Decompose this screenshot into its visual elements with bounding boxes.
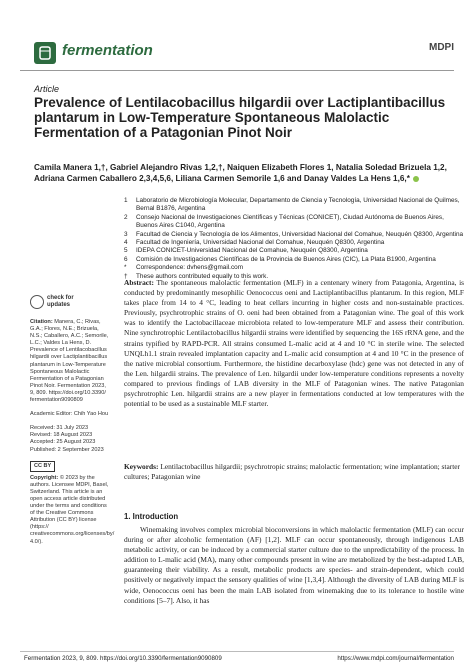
affiliation-number: 5 <box>124 247 128 255</box>
cc-license-icon[interactable]: CC BY <box>30 461 55 472</box>
orcid-icon[interactable] <box>413 176 419 182</box>
keywords-label: Keywords: <box>124 462 159 471</box>
affiliation-number: † <box>124 272 128 280</box>
updates-icon <box>30 295 44 309</box>
affiliation-text: Laboratorio de Microbiología Molecular, Departamento de Ciencia y Tecnología, Universidad Nacional de Quilmes, Bernal B1876, Argentina <box>136 197 460 213</box>
section-heading: 1. Introduction <box>124 512 179 521</box>
header-divider <box>20 70 454 71</box>
abstract <box>124 278 464 409</box>
academic-editor: Academic Editor: Chih Yao Hou <box>30 411 109 418</box>
affiliation-number: 6 <box>124 255 128 263</box>
copyright-label: Copyright: <box>30 474 59 481</box>
keywords <box>124 462 464 482</box>
mdpi-logo[interactable]: MDPI <box>429 42 454 53</box>
affiliation-text: Comisión de Investigaciones Científicas de la Provincia de Buenos Aires (CIC), La Plata B1900, Argentina <box>136 255 436 263</box>
article-title: Prevalence of Lentilacobacillus hilgardii over Lactiplantibacillus plantarum in Low-Temperature Spontaneous Malolactic Fermentation of a Patagonian Pinot Noir <box>34 95 446 140</box>
article-type: Article <box>34 84 60 94</box>
accepted-date: Accepted: 25 August 2023 <box>30 439 96 446</box>
affiliation-item <box>124 247 464 255</box>
copyright-text: © 2023 by the authors. Licensee MDPI, Basel, Switzerland. This article is an open access article distributed under the terms and conditions of the Creative Commons Attribution (CC BY) license (https:// creativecommons.org/licenses/by/ 4.0/). <box>30 474 115 545</box>
keywords-text: Lentilactobacillus hilgardii; psychrotropic strains; malolactic fermentation; wine implantation; starter cultures; Patagonian wine <box>124 462 461 482</box>
affiliation-item <box>124 256 464 264</box>
abstract-label: Abstract: <box>124 278 154 287</box>
affiliation-number: 1 <box>124 197 128 204</box>
affiliation-item <box>124 239 464 247</box>
abstract-text: The spontaneous malolactic fermentation (MLF) in a centenary winery from Patagonia, Argentina, is conducted by predominantly mesophilic Oenococcus oeni and Lactiplantibacillus plantarum. In this region, MLF takes place from 14 to 4 °C, leading to heat cellars incurring in higher costs and non-sustainable practices. Previously, psychrotrophic strains of O. oeni had been obtained from a Patagonian wine. The goal of this work was to identify the Lactobacillaceae microbiota related to low-temperature MLF and assess their contribution. Nine synchrotrophic Lentilactobacillus hilgardii strains were identified by sequencing the 16S rRNA gene, and the strains typified by RAPD-PCR. All strains consumed L-malic acid at 4 and 10 °C in sterile wine. The selected UNQLh1.1 strain revealed implantation capacity and L-malic acid consumption at 4 and 10 °C in the presence of the native microbial consortium. Furthermore, the histidine decarboxylase (hdc) gene was not detected in any of the Len. hilgardii strains. The prevalence of Len. hilgardii under low-temperature conditions represents a novelty compared to previous findings of LAB diversity in the MLF of Patagonian wines. The native Patagonian psychrotrophic Len. hilgardii strains are a new player in fermentations conducted at low temperatures with the potential to be used as a sustainable MLF starter. <box>124 278 465 409</box>
revised-date: Revised: 18 August 2023 <box>30 432 93 439</box>
author-list <box>34 162 454 184</box>
journal-name[interactable]: fermentation <box>62 42 153 59</box>
affiliation-number: 4 <box>124 239 128 247</box>
authors-text: Camila Manera 1,†, Gabriel Alejandro Rivas 1,2,†, Naiquen Elizabeth Flores 1, Natalia Soledad Brizuela 1,2, Adriana Carmen Caballero 2,3,4,5,6, Liliana Carmen Semorile 1,6 and Danay Valdes La Hens 1,6,* <box>34 163 447 183</box>
affiliation-item <box>124 264 464 272</box>
check-for-updates-button[interactable] <box>30 295 112 309</box>
affiliation-item <box>124 214 464 231</box>
affiliation-text: Facultad de Ciencia y Tecnología de los Alimentos, Universidad Nacional del Comahue, Neuquén Q8300, Argentina <box>136 230 464 238</box>
updates-line2: updates <box>47 302 71 308</box>
affiliation-text: Consejo Nacional de Investigaciones Científicas y Técnicas (CONICET), Ciudad Autónoma de Buenos Aires, Buenos Aires C1040, Argentina <box>136 213 444 230</box>
footer-journal-link[interactable]: https://www.mdpi.com/journal/fermentation <box>337 655 454 662</box>
received-date: Received: 31 July 2023 <box>30 425 89 432</box>
journal-logo <box>34 42 56 64</box>
affiliation-text: Facultad de Ingeniería, Universidad Nacional del Comahue, Neuquén Q8300, Argentina <box>136 239 385 247</box>
published-date: Published: 2 September 2023 <box>30 446 104 453</box>
copyright-block <box>30 474 115 546</box>
affiliation-number: 2 <box>124 213 128 221</box>
intro-paragraph: Winemaking involves complex microbial bioconversions in which malolactic fermentation (MLF) can occur during or after alcoholic fermentation (AF) [1,2]. MLF can occur spontaneously, through indigenous LAB metabolic activity, or can be induced by a commercial starter culture due to the unpredictability of the process. In addition to L-malic acid (MA), many other compounds present in wine are metabolized by the best-adapted LAB, guaranteeing their viability. As a result, metabolic products are species- and strain-dependent, which could positively or negatively impact the sensory qualities of wine [1,3,4]. Although the diversity of LAB during MLF is wide, Oenococcus oeni has been the main LAB isolated from winemaking due to its tolerance to hostile wine conditions [5–7]. Also, it has <box>124 525 464 605</box>
footer-divider <box>20 651 454 652</box>
dates-block <box>30 425 112 453</box>
affiliation-number: 3 <box>124 230 128 238</box>
citation-label: Citation: <box>30 319 53 325</box>
affiliation-item <box>124 231 464 239</box>
affiliations <box>124 197 464 281</box>
affiliation-text: Correspondence: dvhens@gmail.com <box>136 264 244 272</box>
affiliation-item <box>124 197 464 214</box>
affiliation-text: IDEPA CONICET-Universidad Nacional del Comahue, Neuquén Q8300, Argentina <box>136 247 368 255</box>
affiliation-number: * <box>124 264 127 272</box>
citation-block <box>30 319 112 404</box>
footer-citation[interactable]: Fermentation 2023, 9, 809. https://doi.org/10.3390/fermentation9090809 <box>24 655 222 662</box>
sidebar <box>30 295 115 553</box>
updates-line1: check for <box>47 295 74 301</box>
affiliation-text: These authors contributed equally to this work. <box>136 272 269 280</box>
citation-text[interactable]: Manera, C.; Rivas, G.A.; Flores, N.E.; Brizuela, N.S.; Caballero, A.C.; Semorile, L.C.; Valdes La Hens, D. Prevalence of Lentilacobacillus hilgardii over Lactiplantibacillus plantarum in Low-Temperature Spontaneous Malolactic Fermentation of a Patagonian Pinot Noir. Fermentation 2023, 9, 809. https://doi.org/10.3390/ fermentation9090809 <box>30 319 109 404</box>
